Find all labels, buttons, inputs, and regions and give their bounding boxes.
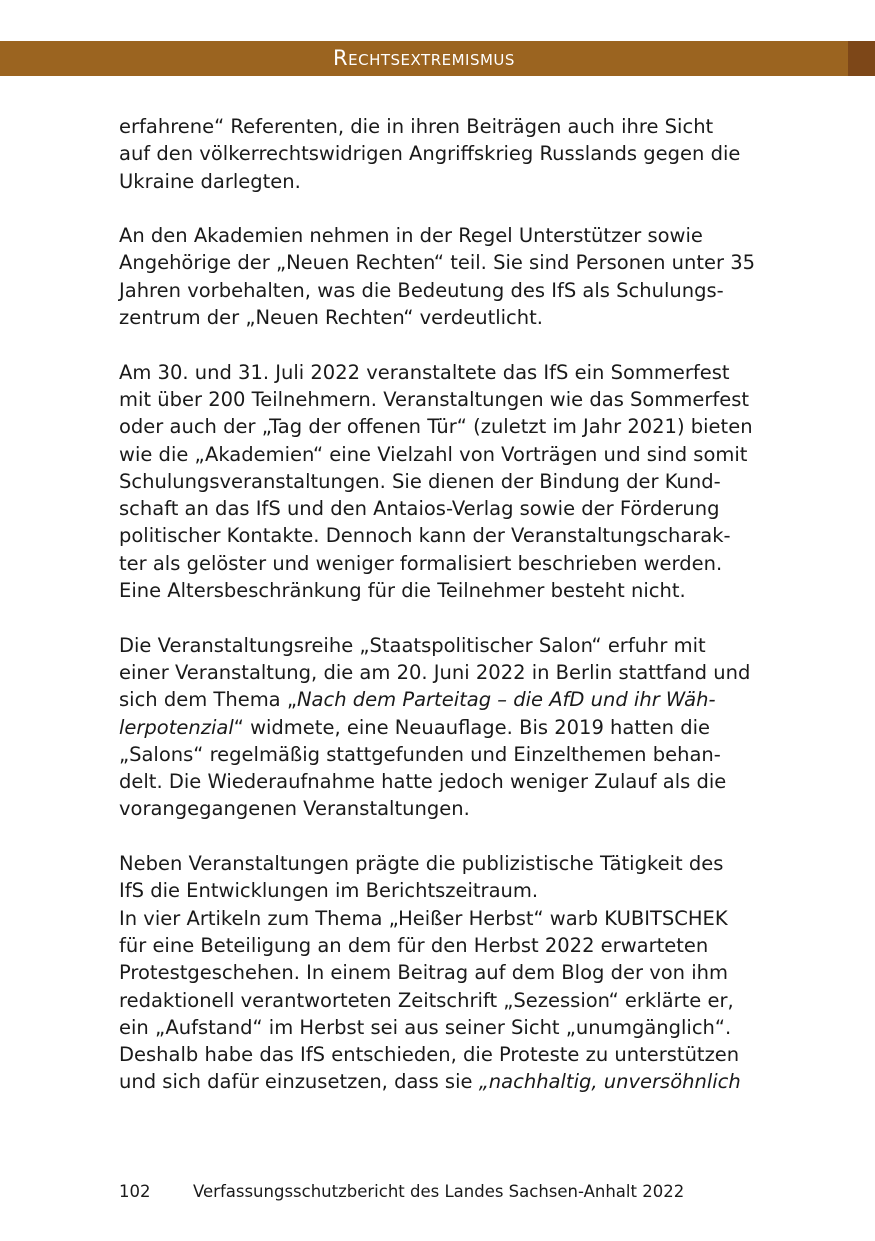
- text-line: [119, 495, 759, 522]
- text-line: [119, 277, 759, 304]
- text-run: vorangegangenen Veranstaltungen.: [119, 797, 470, 821]
- text-run: delt. Die Wiederaufnahme hatte jedoch weniger Zulauf als die: [119, 770, 727, 794]
- text-line: [119, 987, 759, 1014]
- paragraph: [119, 850, 759, 1096]
- text-line: [119, 686, 759, 713]
- body-text: [119, 113, 759, 1123]
- text-line: [119, 741, 759, 768]
- text-run: einer Veranstaltung, die am 20. Juni 2022 in Berlin stattfand und: [119, 660, 751, 684]
- text-line: [119, 113, 759, 140]
- text-line: [119, 222, 759, 249]
- text-run: Jahren vorbehalten, was die Bedeutung des IfS als Schulungs-: [119, 278, 724, 302]
- text-run: Eine Altersbeschränkung für die Teilnehmer besteht nicht.: [119, 579, 686, 603]
- text-line: [119, 413, 759, 440]
- text-line: [119, 714, 759, 741]
- text-run: schaft an das IfS und den Antaios-Verlag sowie der Förderung: [119, 497, 720, 521]
- text-line: [119, 1014, 759, 1041]
- text-line: [119, 959, 759, 986]
- text-run: Schulungsveranstaltungen. Sie dienen der Bindung der Kund-: [119, 469, 721, 493]
- text-run: An den Akademien nehmen in der Regel Unterstützer sowie: [119, 224, 703, 248]
- italic-run: „nachhaltig, unversöhnlich: [478, 1070, 741, 1094]
- text-run: Die Veranstaltungsreihe „Staatspolitischer Salon“ erfuhr mit: [119, 633, 706, 657]
- text-run: “ widmete, eine Neuauflage. Bis 2019 hatten die: [233, 715, 710, 739]
- text-line: [119, 441, 759, 468]
- italic-run: lerpotenzial: [119, 715, 234, 739]
- text-line: [119, 632, 759, 659]
- paragraph: [119, 632, 759, 823]
- text-line: [119, 850, 759, 877]
- text-run: „Salons“ regelmäßig stattgefunden und Einzelthemen behan-: [119, 742, 721, 766]
- text-run: für eine Beteiligung an dem für den Herbst 2022 erwarteten: [119, 933, 709, 957]
- text-line: [119, 522, 759, 549]
- paragraph: [119, 113, 759, 195]
- text-run: und sich dafür einzusetzen, dass sie: [119, 1070, 479, 1094]
- text-run: Am 30. und 31. Juli 2022 veranstaltete das IfS ein Sommerfest: [119, 360, 730, 384]
- section-header-accent: [848, 41, 875, 76]
- text-run: mit über 200 Teilnehmern. Veranstaltungen wie das Sommerfest: [119, 387, 750, 411]
- text-line: [119, 550, 759, 577]
- text-line: [119, 468, 759, 495]
- italic-run: Nach dem Parteitag – die AfD und ihr Wäh-: [296, 688, 716, 712]
- paragraph: [119, 359, 759, 605]
- text-line: [119, 659, 759, 686]
- text-run: ein „Aufstand“ im Herbst sei aus seiner Sicht „unumgänglich“.: [119, 1015, 732, 1039]
- text-line: [119, 140, 759, 167]
- text-run: sich dem Thema „: [119, 688, 297, 712]
- text-run: Neben Veranstaltungen prägte die publizistische Tätigkeit des: [119, 852, 724, 876]
- text-run: zentrum der „Neuen Rechten“ verdeutlicht.: [119, 306, 543, 330]
- section-title: Rechtsextremismus: [333, 46, 515, 70]
- text-line: [119, 168, 759, 195]
- text-line: [119, 249, 759, 276]
- paragraph: [119, 222, 759, 331]
- text-run: oder auch der „Tag der offenen Tür“ (zuletzt im Jahr 2021) bieten: [119, 415, 753, 439]
- text-run: wie die „Akademien“ eine Vielzahl von Vorträgen und sind somit: [119, 442, 748, 466]
- text-run: Angehörige der „Neuen Rechten“ teil. Sie sind Personen unter 35: [119, 251, 756, 275]
- page-number: 102: [119, 1182, 151, 1201]
- text-line: [119, 905, 759, 932]
- text-line: [119, 1068, 759, 1095]
- text-run: ter als gelöster und weniger formalisiert beschrieben werden.: [119, 551, 723, 575]
- text-line: [119, 1041, 759, 1068]
- text-line: [119, 304, 759, 331]
- text-run: erfahrene“ Referenten, die in ihren Beiträgen auch ihre Sicht: [119, 115, 714, 138]
- text-run: redaktionell verantworteten Zeitschrift „Sezession“ erklärte er,: [119, 988, 734, 1012]
- text-line: [119, 877, 759, 904]
- text-line: [119, 359, 759, 386]
- text-run: IfS die Entwicklungen im Berichtszeitraum.: [119, 879, 539, 903]
- text-run: Protestgeschehen. In einem Beitrag auf dem Blog der von ihm: [119, 961, 728, 985]
- text-line: [119, 768, 759, 795]
- text-run: In vier Artikeln zum Thema „Heißer Herbst“ warb KUBITSCHEK: [119, 906, 728, 930]
- footer-title: Verfassungsschutzbericht des Landes Sachsen-Anhalt 2022: [193, 1182, 685, 1201]
- text-run: auf den völkerrechtswidrigen Angriffskrieg Russlands gegen die: [119, 142, 741, 166]
- text-line: [119, 795, 759, 822]
- section-header-band: [0, 41, 848, 76]
- text-line: [119, 577, 759, 604]
- text-run: politischer Kontakte. Dennoch kann der Veranstaltungscharak-: [119, 524, 731, 548]
- text-run: Deshalb habe das IfS entschieden, die Proteste zu unterstützen: [119, 1043, 740, 1067]
- text-line: [119, 932, 759, 959]
- page-footer: [119, 1181, 684, 1203]
- text-line: [119, 386, 759, 413]
- text-run: Ukraine darlegten.: [119, 169, 301, 193]
